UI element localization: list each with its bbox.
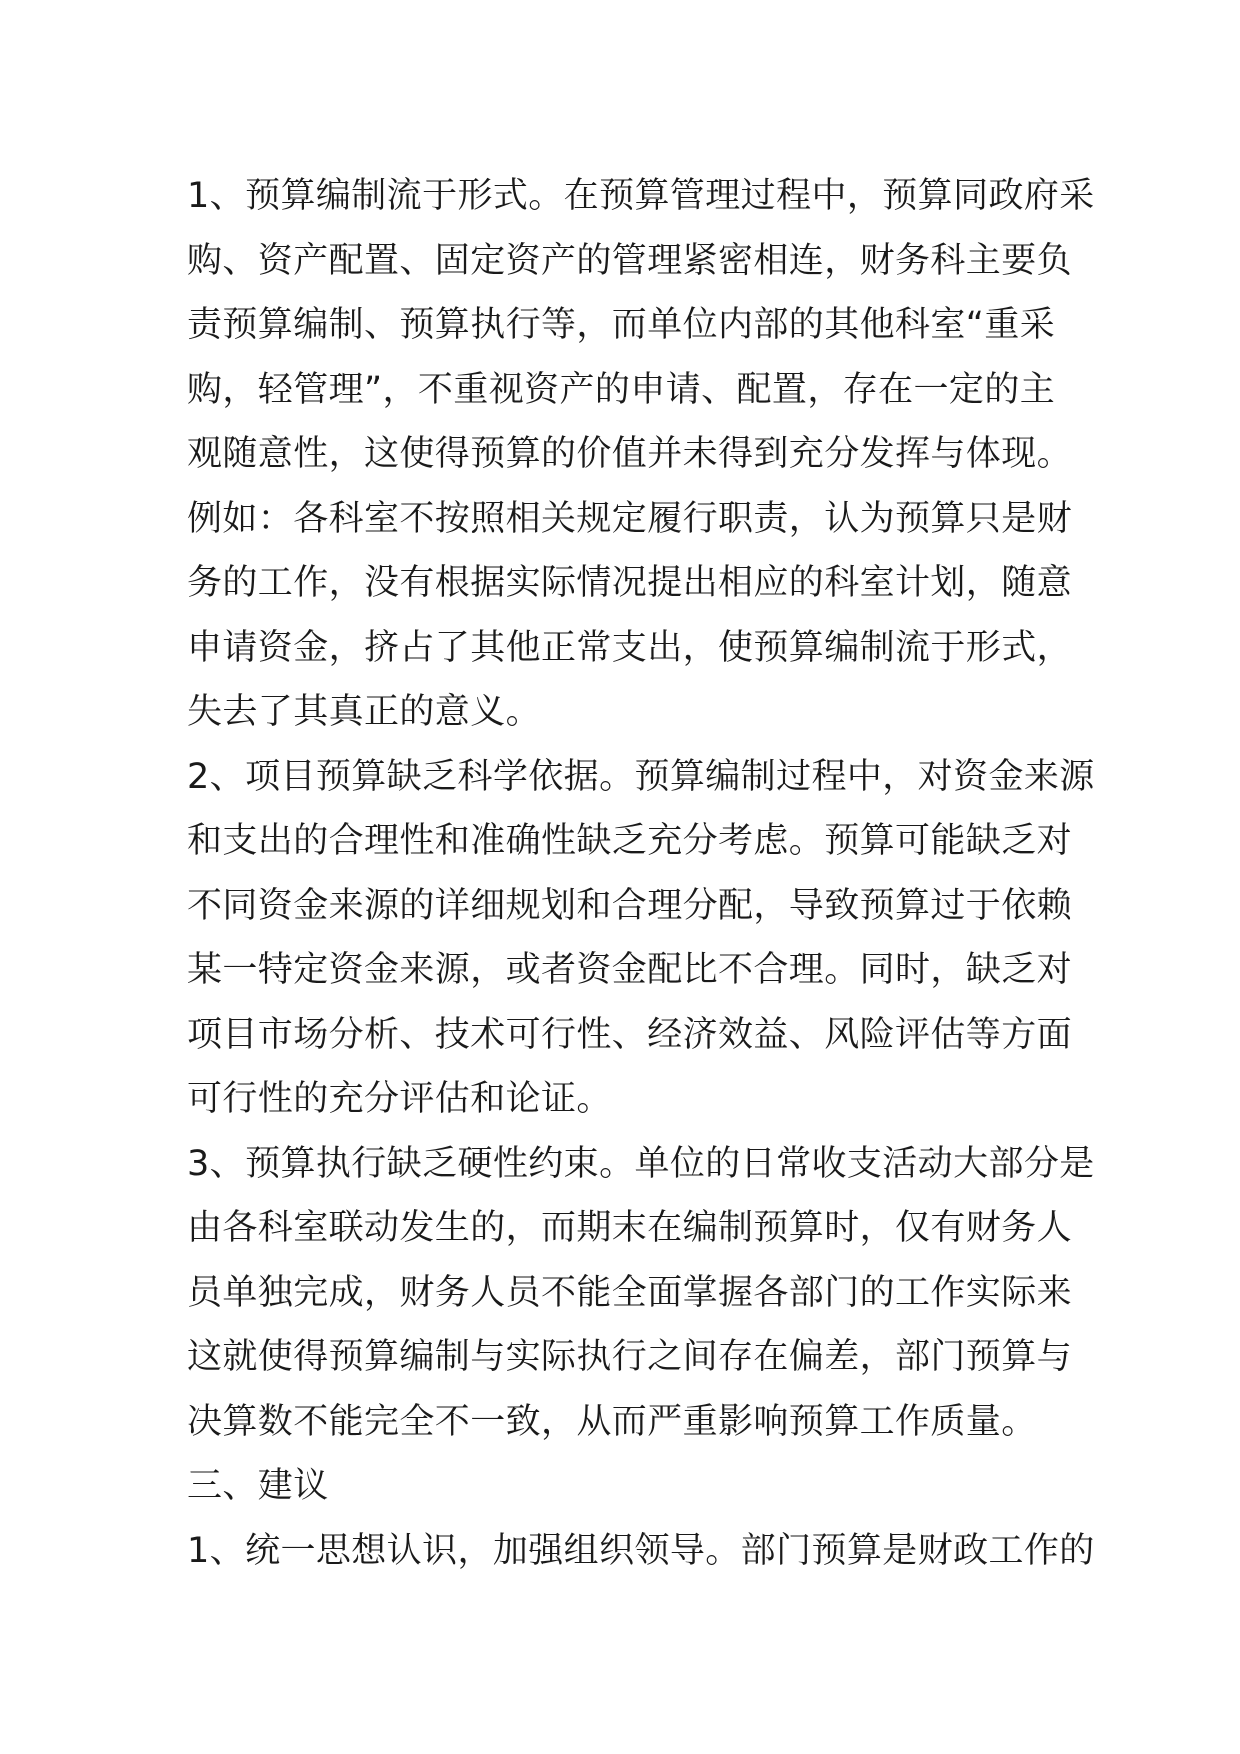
section-heading-suggestions — [187, 1454, 1057, 1519]
text-line: 观随意性，这使得预算的价值并未得到充分发挥与体现。 — [187, 434, 1073, 474]
document-body — [187, 164, 1095, 1583]
text-line: 可行性的充分评估和论证。 — [187, 1079, 612, 1119]
text-line: 责预算编制、预算执行等，而单位内部的其他科室“重采 — [187, 305, 1056, 345]
text-line: 1、统一思想认识，加强组织领导。部门预算是财政工作的 — [187, 1530, 1095, 1571]
paragraph-budget-formality — [187, 164, 1095, 745]
text-line: 三、建议 — [187, 1466, 329, 1506]
text-line: 和支出的合理性和准确性缺乏充分考虑。预算可能缺乏对 — [187, 821, 1073, 861]
text-line: 购、资产配置、固定资产的管理紧密相连，财务科主要负 — [187, 240, 1073, 281]
text-line: 某一特定资金来源，或者资金配比不合理。同时，缺乏对 — [187, 950, 1073, 990]
text-line: 项目市场分析、技术可行性、经济效益、风险评估等方面 — [187, 1014, 1073, 1055]
paragraph-project-budget-basis — [187, 745, 1095, 1132]
text-line: 申请资金，挤占了其他正常支出，使预算编制流于形式， — [187, 627, 1073, 668]
text-line: 这就使得预算编制与实际执行之间存在偏差，部门预算与 — [187, 1337, 1073, 1377]
paragraph-budget-execution — [187, 1132, 1095, 1455]
paragraph-unify-thinking — [187, 1519, 1095, 1584]
text-line: 由各科室联动发生的，而期末在编制预算时，仅有财务人 — [187, 1208, 1073, 1248]
text-line: 员单独完成，财务人员不能全面掌握各部门的工作实际来 — [187, 1272, 1073, 1313]
text-line: 不同资金来源的详细规划和合理分配，导致预算过于依赖 — [187, 885, 1073, 926]
text-line: 务的工作，没有根据实际情况提出相应的科室计划，随意 — [187, 563, 1073, 603]
text-line: 1、预算编制流于形式。在预算管理过程中，预算同政府采 — [187, 176, 1095, 216]
text-line: 购，轻管理”，不重视资产的申请、配置，存在一定的主 — [187, 369, 1056, 410]
text-line: 失去了其真正的意义。 — [187, 692, 542, 732]
text-line: 决算数不能完全不一致，从而严重影响预算工作质量。 — [187, 1401, 1037, 1442]
text-line: 2、项目预算缺乏科学依据。预算编制过程中，对资金来源 — [187, 756, 1095, 797]
text-line: 3、预算执行缺乏硬性约束。单位的日常收支活动大部分是 — [187, 1143, 1095, 1184]
text-line: 例如：各科室不按照相关规定履行职责，认为预算只是财 — [187, 498, 1073, 539]
